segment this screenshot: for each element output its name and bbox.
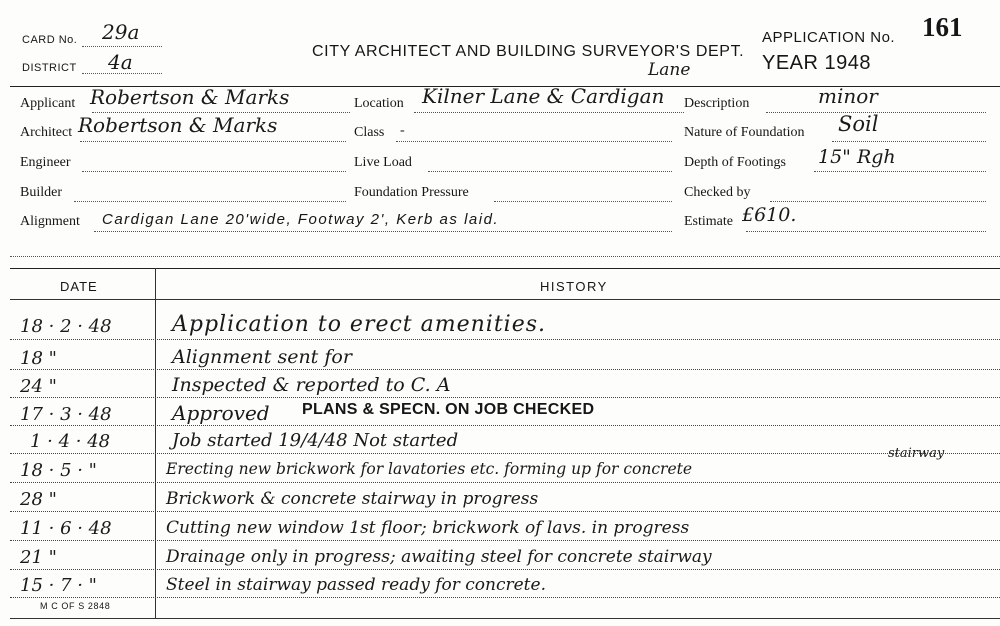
history-entry: Drainage only in progress; awaiting steel for concrete stairway xyxy=(166,547,712,567)
depth-footings-line xyxy=(814,171,986,172)
row-line xyxy=(10,597,1000,598)
card-no-value: 29a xyxy=(102,20,140,44)
history-header: HISTORY xyxy=(540,279,608,294)
history-date: 18 · 2 · 48 xyxy=(20,316,112,337)
history-date: 11 · 6 · 48 xyxy=(20,518,112,539)
applicant-label: Applicant xyxy=(20,96,76,111)
application-label: APPLICATION No. xyxy=(762,29,896,46)
row-line xyxy=(10,453,1000,454)
history-date: 21 " xyxy=(20,547,57,568)
application-number: 161 xyxy=(922,12,963,42)
foundation-pressure-line xyxy=(494,201,672,202)
live-load-label: Live Load xyxy=(354,155,412,170)
class-line xyxy=(396,141,672,142)
table-top-rule xyxy=(10,268,1000,269)
live-load-line xyxy=(428,171,672,172)
history-date: 18 · 5 · " xyxy=(20,460,97,481)
architect-line xyxy=(80,141,346,142)
depth-footings-value: 15" Rgh xyxy=(818,146,896,168)
form-code: M C OF S 2848 xyxy=(40,601,111,611)
checked-by-line xyxy=(770,201,986,202)
district-label: DISTRICT xyxy=(22,62,77,74)
date-header: DATE xyxy=(60,279,98,294)
alignment-value: Cardigan Lane 20'wide, Footway 2', Kerb as laid. xyxy=(102,211,500,228)
row-line xyxy=(10,511,1000,512)
table-bottom-rule xyxy=(10,618,1000,619)
row-line xyxy=(10,425,1000,426)
foundation-pressure-label: Foundation Pressure xyxy=(354,185,469,200)
nature-foundation-value: Soil xyxy=(838,112,879,136)
description-label: Description xyxy=(684,96,750,111)
alignment-line xyxy=(94,231,672,232)
row-line xyxy=(10,397,1000,398)
table-header-rule xyxy=(10,299,1000,300)
row-line xyxy=(10,540,1000,541)
alignment-label: Alignment xyxy=(20,214,80,229)
checked-stamp: PLANS & SPECN. ON JOB CHECKED xyxy=(302,401,595,418)
history-entry: Cutting new window 1st floor; brickwork of lavs. in progress xyxy=(166,518,690,538)
location-label: Location xyxy=(354,96,404,111)
engineer-line xyxy=(82,171,346,172)
history-date: 28 " xyxy=(20,489,57,510)
description-value: minor xyxy=(818,84,878,108)
history-date: 18 " xyxy=(20,348,57,369)
history-entry: Inspected & reported to C. A xyxy=(172,374,451,396)
engineer-label: Engineer xyxy=(20,155,71,170)
nature-foundation-line xyxy=(832,141,986,142)
stairway-insert: stairway xyxy=(888,446,945,461)
row-line xyxy=(10,369,1000,370)
history-entry: Steel in stairway passed ready for concrete. xyxy=(166,575,546,595)
class-value: - xyxy=(400,123,405,138)
builder-label: Builder xyxy=(20,185,62,200)
location-value: Kilner Lane & Cardigan xyxy=(422,84,665,108)
architect-label: Architect xyxy=(20,125,73,140)
history-entry: Brickwork & concrete stairway in progress xyxy=(166,489,539,509)
location-insert: Lane xyxy=(648,60,691,80)
applicant-value: Robertson & Marks xyxy=(90,85,290,109)
history-date: 15 · 7 · " xyxy=(20,575,97,596)
class-label: Class xyxy=(354,125,385,140)
estimate-label: Estimate xyxy=(684,214,733,229)
date-column-divider xyxy=(155,268,156,618)
builder-line xyxy=(74,201,346,202)
history-entry: Approved xyxy=(172,401,270,425)
nature-foundation-label: Nature of Foundation xyxy=(684,125,805,140)
history-entry: Application to erect amenities. xyxy=(172,312,547,337)
district-value: 4a xyxy=(108,50,133,74)
card-no-line xyxy=(82,46,162,47)
architect-value: Robertson & Marks xyxy=(78,113,278,137)
estimate-value: £610. xyxy=(742,204,797,226)
row-line xyxy=(10,482,1000,483)
history-entry: Erecting new brickwork for lavatories etc. forming up for concrete xyxy=(166,460,693,478)
checked-by-label: Checked by xyxy=(684,185,751,200)
year-label: YEAR 1948 xyxy=(762,52,872,74)
row-line xyxy=(10,569,1000,570)
row-line xyxy=(10,339,1000,340)
card-no-label: CARD No. xyxy=(22,34,78,46)
history-date: 1 · 4 · 48 xyxy=(30,431,111,452)
history-entry: Job started 19/4/48 Not started xyxy=(172,430,459,451)
estimate-line xyxy=(746,231,986,232)
fields-bottom-line xyxy=(10,256,1000,257)
history-date: 24 " xyxy=(20,376,57,397)
history-entry: Alignment sent for xyxy=(172,346,352,368)
history-date: 17 · 3 · 48 xyxy=(20,404,112,425)
depth-footings-label: Depth of Footings xyxy=(684,155,786,170)
location-line xyxy=(414,112,684,113)
department-title: CITY ARCHITECT AND BUILDING SURVEYOR'S DEPT. xyxy=(312,43,745,60)
